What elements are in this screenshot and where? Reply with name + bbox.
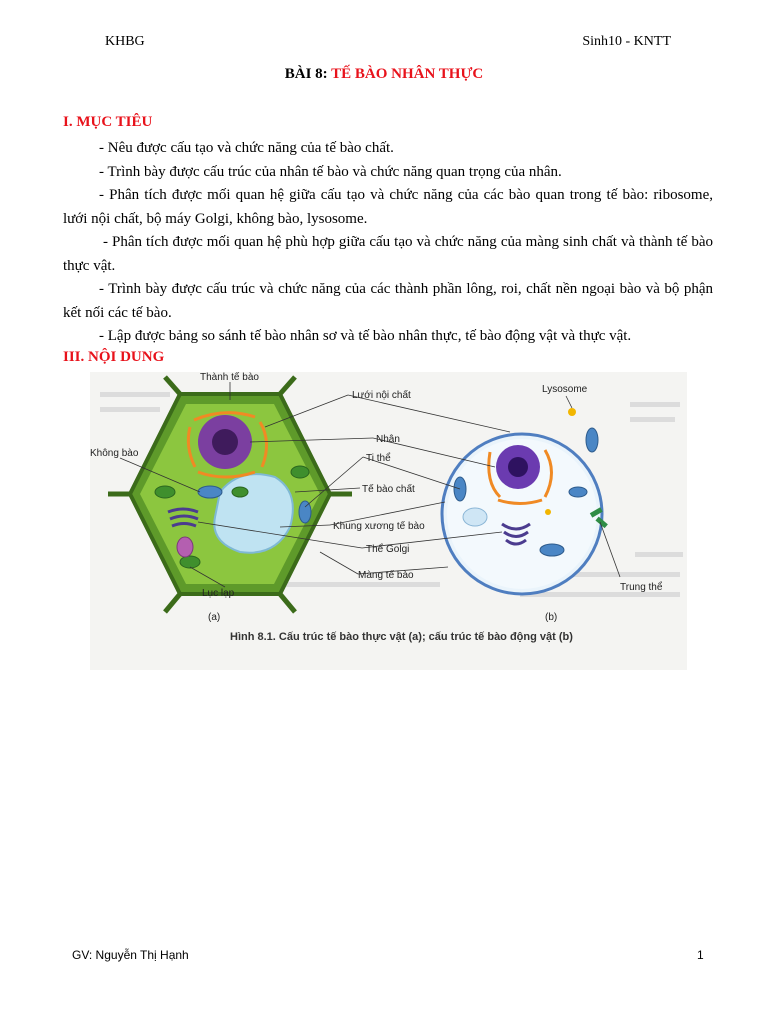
label-cytoplasm: Tế bào chất [362,484,415,495]
header-left: KHBG [105,34,145,49]
footer-teacher: GV: Nguyễn Thị Hạnh [72,948,189,962]
figure-caption: Hình 8.1. Cấu trúc tế bào thực vật (a); cấu trúc tế bào động vật (b) [230,631,573,643]
objective-item: - Phân tích được mối quan hệ giữa cấu tạo và chức năng của các bào quan trong tế bào: ribosome, lưới nội chất, bộ máy Golgi, không bào, lysosome. [63,187,713,227]
section-objectives-heading: I. MỤC TIÊU [63,114,153,130]
label-golgi: Thể Golgi [366,544,410,555]
section-content-heading: III. NỘI DUNG [63,349,165,365]
label-er: Lưới nội chất [352,390,411,401]
lesson-title [0,66,768,83]
header-right: Sinh10 - KNTT [582,34,671,49]
label-vacuole: Không bào [90,448,139,459]
label-cytoskeleton: Khung xương tế bào [333,521,425,532]
page-number: 1 [697,948,704,962]
lesson-name: TẾ BÀO NHÂN THỰC [331,66,484,82]
label-cell-wall: Thành tế bào [200,372,259,383]
objective-item: - Trình bày được cấu trúc và chức năng của các thành phần lông, roi, chất nền ngoại bào và bộ phận kết nối các tế bào. [63,281,713,321]
label-a: (a) [208,612,221,623]
objective-item: - Nêu được cấu tạo và chức năng của tế bào chất. [99,140,394,156]
label-centrosome: Trung thể [620,582,663,593]
label-b: (b) [545,612,558,623]
label-nucleus: Nhân [376,434,400,445]
label-lysosome: Lysosome [542,384,588,395]
label-mitochondria: Ti thể [366,453,391,464]
objective-item: - Lập được bảng so sánh tế bào nhân sơ và tế bào nhân thực, tế bào động vật và thực vật. [99,328,632,344]
label-chloroplast: Lục lạp [202,588,235,599]
objective-item: - Phân tích được mối quan hệ phù hợp giữa cấu tạo và chức năng của màng sinh chất và thành tế bào thực vật. [63,234,713,274]
lesson-number: BÀI 8: [284,66,332,82]
objective-item: - Trình bày được cấu trúc của nhân tế bào và chức năng quan trọng của nhân. [99,163,562,180]
objectives-list [63,137,713,349]
label-membrane: Màng tế bào [358,570,414,581]
cell-structure-figure [90,372,687,670]
